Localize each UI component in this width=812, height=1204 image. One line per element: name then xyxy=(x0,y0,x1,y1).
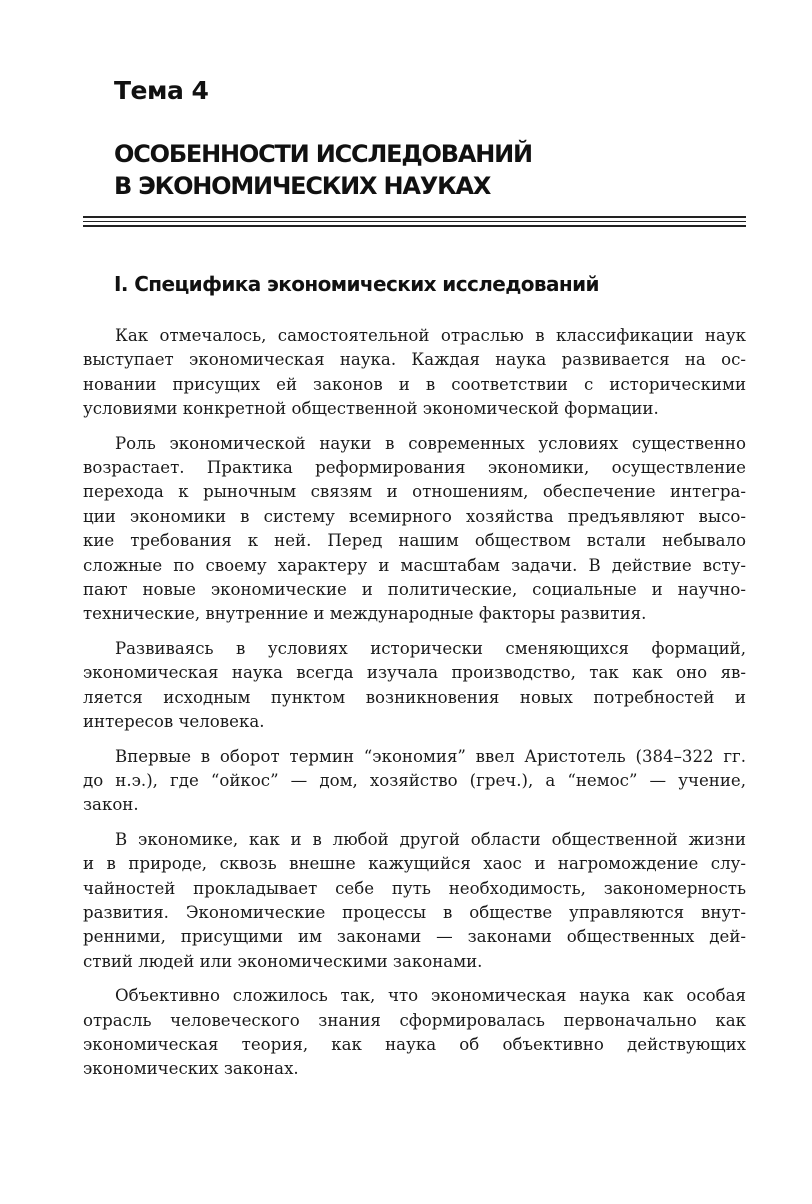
paragraph-line: экономическая наука всегда изучала производство, так как оно яв- xyxy=(83,663,746,683)
paragraph-line: чайностей прокладывает себе путь необходимость, закономерность xyxy=(83,878,746,898)
paragraph-line: ренними, присущими им законами — законами общественных дей- xyxy=(83,927,746,947)
paragraph-line: отрасль человеческого знания сформировалась первоначально как xyxy=(83,1010,746,1030)
paragraph-line: пают новые экономические и политические, социальные и научно- xyxy=(83,580,746,600)
paragraph-line: Как отмечалось, самостоятельной отраслью в классификации наук xyxy=(115,326,746,345)
paragraph-line: развития. Экономические процессы в обществе управляются внут- xyxy=(83,902,746,922)
paragraph-line: закон. xyxy=(83,795,139,815)
section-heading: I. Специфика экономических исследований xyxy=(114,272,599,296)
paragraph-line: до н.э.), где “ойкос” — дом, хозяйство (греч.), а “немос” — учение, xyxy=(83,770,746,790)
paragraph xyxy=(83,637,746,735)
paragraph-line: технические, внутренние и международные факторы развития. xyxy=(83,604,647,624)
paragraph-line: Впервые в оборот термин “экономия” ввел Аристотель (384–322 гг. xyxy=(115,746,746,766)
paragraph-line: перехода к рыночным связям и отношениям, обеспечение интегра- xyxy=(83,482,746,502)
paragraph-line: ствий людей или экономическими законами. xyxy=(83,951,483,971)
paragraph-line: возрастает. Практика реформирования экономики, осуществление xyxy=(83,458,746,478)
paragraph xyxy=(83,432,746,627)
paragraph-line: Объективно сложилось так, что экономическая наука как особая xyxy=(115,986,746,1006)
paragraph-line: В экономике, как и в любой другой области общественной жизни xyxy=(115,829,746,849)
paragraph-line: новании присущих ей законов и в соответствии с историческими xyxy=(83,374,746,394)
paragraph xyxy=(83,324,746,422)
paragraph-line: экономическая теория, как наука об объективно действующих xyxy=(83,1034,746,1054)
paragraph-line: сложные по своему характеру и масштабам задачи. В действие всту- xyxy=(83,555,746,575)
paragraph-line: Роль экономической науки в современных условиях существенно xyxy=(115,433,746,453)
paragraph xyxy=(83,828,746,974)
body-text xyxy=(83,324,746,1092)
paragraph-line: интересов человека. xyxy=(83,712,265,732)
chapter-title-line-2: В ЭКОНОМИЧЕСКИХ НАУКАХ xyxy=(114,172,491,200)
title-divider-bottom xyxy=(83,225,746,227)
paragraph-line: и в природе, сквозь внешне кажущийся хаос и нагромождение слу- xyxy=(83,854,746,874)
topic-label: Тема 4 xyxy=(114,76,209,105)
paragraph-line: Развиваясь в условиях исторически сменяющихся формаций, xyxy=(115,638,746,658)
paragraph xyxy=(83,984,746,1082)
title-divider-middle xyxy=(83,221,746,222)
paragraph-line: ции экономики в систему всемирного хозяйства предъявляют высо- xyxy=(83,506,746,526)
paragraph xyxy=(83,745,746,818)
chapter-title xyxy=(114,138,532,202)
paragraph-line: кие требования к ней. Перед нашим обществом встали небывало xyxy=(83,531,746,551)
paragraph-line: условиями конкретной общественной экономической формации. xyxy=(83,399,659,419)
paragraph-line: ляется исходным пунктом возникновения новых потребностей и xyxy=(83,687,746,707)
paragraph-line: выступает экономическая наука. Каждая наука развивается на ос- xyxy=(83,350,746,370)
title-divider-top xyxy=(83,216,746,218)
chapter-title-line-1: ОСОБЕННОСТИ ИССЛЕДОВАНИЙ xyxy=(114,140,532,168)
paragraph-line: экономических законах. xyxy=(83,1059,299,1079)
